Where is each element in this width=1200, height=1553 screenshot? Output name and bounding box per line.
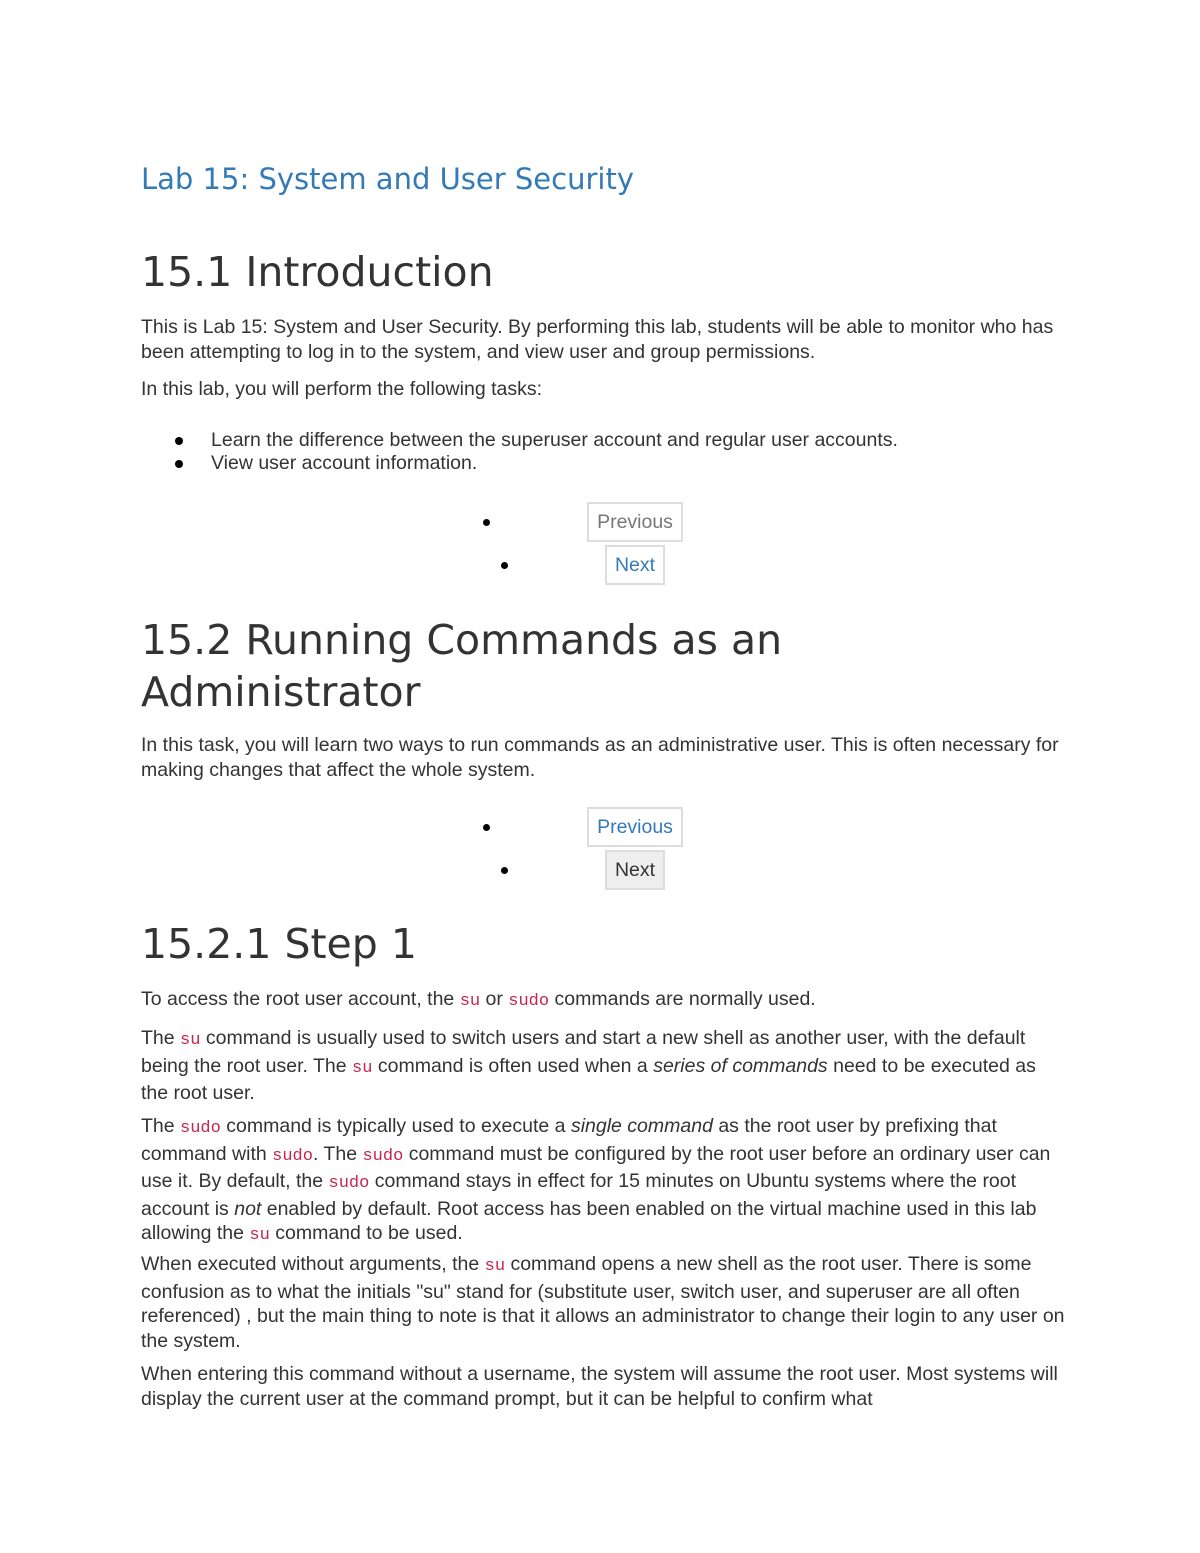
text-run: as the root user by prefixing that command with <box>141 1115 997 1165</box>
text-run: enabled by default. Root access has been enabled on the virtual machine used in this lab allowing the <box>141 1197 1037 1244</box>
code-sudo: sudo <box>508 992 550 1011</box>
text-run: commands are normally used. <box>549 988 816 1010</box>
text-run: . The <box>312 1142 363 1165</box>
previous-button[interactable]: Previous <box>587 502 683 542</box>
section-heading-introduction: 15.1 Introduction <box>141 248 494 296</box>
next-button[interactable]: Next <box>605 850 665 890</box>
code-su: su <box>352 1058 373 1078</box>
intro-paragraph: This is Lab 15: System and User Security. By performing this lab, students will be able to monitor who has been attempting to log in to the system, and view user and group permissions. <box>141 316 1054 363</box>
bullet-icon <box>483 824 490 831</box>
heading-line: Administrator <box>141 668 421 716</box>
previous-button[interactable]: Previous <box>587 807 683 847</box>
text-run: command is usually used to switch users and start a new shell as another user, with the default being the root user. The <box>141 1027 1026 1077</box>
code-sudo: sudo <box>272 1146 313 1166</box>
bullet-icon <box>175 460 183 468</box>
task-text: Learn the difference between the superuser account and regular user accounts. <box>211 429 898 451</box>
section-heading-running-commands <box>141 614 1066 718</box>
text-run: command opens a new shell as the root user. There is some confusion as to what the initials "su" stand for (substitute user, switch user, and superuser are all often referenced) , but the main thing to note is that it allows an administrator to change their login to any user on the system. <box>141 1253 1065 1352</box>
code-sudo: sudo <box>180 1119 221 1138</box>
step1-paragraph-2 <box>141 1026 1066 1106</box>
text-run: command to be used. <box>269 1222 463 1244</box>
step1-paragraph-1 <box>141 987 1066 1015</box>
text-run: command must be configured by the root user before an ordinary user can use it. By default, the <box>141 1142 1051 1192</box>
code-sudo: sudo <box>328 1174 370 1193</box>
list-item <box>141 429 898 452</box>
bullet-icon <box>175 437 183 445</box>
text-run: or <box>480 988 509 1010</box>
emphasis: single command <box>570 1115 713 1137</box>
emphasis: not <box>234 1197 262 1220</box>
step1-paragraph-5: When entering this command without a username, the system will assume the root user. Most systems will display the current user at the command prompt, but it can be helpful to confirm what <box>141 1363 1058 1410</box>
code-su: su <box>459 992 481 1011</box>
section-heading-step-1: 15.2.1 Step 1 <box>141 920 417 968</box>
task-text: View user account information. <box>211 452 478 474</box>
text-run: command is typically used to execute a <box>220 1115 571 1137</box>
admin-paragraph: In this task, you will learn two ways to run commands as an administrative user. This is often necessary for making changes that affect the whole system. <box>141 734 1059 781</box>
text-run: command stays in effect for 15 minutes on Ubuntu systems where the root account is <box>141 1170 1017 1220</box>
heading-line: 15.2 Running Commands as an <box>141 616 783 664</box>
text-run: To access the root user account, the <box>141 988 460 1010</box>
text-run: command is often used when a <box>372 1054 654 1077</box>
step1-paragraph-4 <box>141 1252 1066 1353</box>
bullet-icon <box>501 562 508 569</box>
text-run: need to be executed as the root user. <box>141 1054 1036 1104</box>
bullet-icon <box>483 519 490 526</box>
code-su: su <box>484 1257 506 1276</box>
task-list <box>141 429 898 475</box>
bullet-icon <box>501 867 508 874</box>
lab-title: Lab 15: System and User Security <box>141 162 634 196</box>
text-run: When executed without arguments, the <box>141 1253 485 1275</box>
code-sudo: sudo <box>362 1146 404 1166</box>
list-item <box>141 452 898 475</box>
next-button[interactable]: Next <box>605 545 665 585</box>
text-run: The <box>141 1115 181 1137</box>
tasks-intro-paragraph: In this lab, you will perform the following tasks: <box>141 378 543 400</box>
emphasis: series of commands <box>653 1054 828 1077</box>
step1-paragraph-3 <box>141 1114 1066 1249</box>
text-run: The <box>141 1027 181 1049</box>
code-su: su <box>249 1226 270 1245</box>
code-su: su <box>180 1031 201 1050</box>
